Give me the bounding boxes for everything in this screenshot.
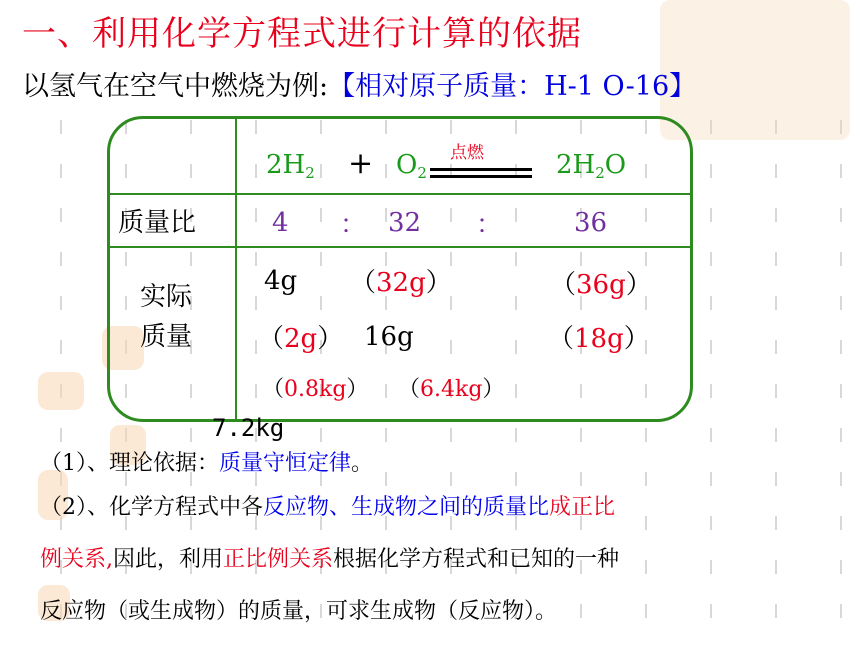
- ratio-h2: 4: [272, 208, 289, 238]
- equation-line-bottom: [430, 175, 532, 178]
- grid-dash: [385, 472, 387, 486]
- grid-dash: [840, 384, 842, 398]
- grid-dash: [840, 516, 842, 530]
- theory-basis: （1）、理论依据：质量守恒定律。: [40, 451, 374, 476]
- grid-dash: [775, 560, 777, 574]
- grid-dash: [775, 472, 777, 486]
- row1-h2-mass: 4g: [264, 266, 298, 296]
- row1-o2-mass: （32g）: [350, 268, 452, 298]
- grid-dash: [775, 604, 777, 618]
- grid-dash: [710, 296, 712, 310]
- grid-dash: [580, 472, 582, 486]
- grid-dash: [775, 164, 777, 178]
- intro-line: [22, 64, 696, 103]
- plus-sign: +: [348, 146, 374, 181]
- grid-dash: [775, 384, 777, 398]
- row2-o2-mass: 16g: [364, 322, 414, 352]
- grid-dash: [840, 208, 842, 222]
- grid-dash: [710, 428, 712, 442]
- grid-dash: [710, 208, 712, 222]
- grid-dash: [580, 604, 582, 618]
- grid-dash: [840, 252, 842, 266]
- row3-h2o-mass: 7.2kg: [212, 414, 285, 442]
- row3-h2-mass: （0.8kg）: [262, 377, 369, 402]
- grid-dash: [710, 340, 712, 354]
- actual-mass-label-1: 实际: [140, 282, 193, 312]
- grid-dash: [840, 428, 842, 442]
- grid-dash: [840, 560, 842, 574]
- grid-dash: [775, 208, 777, 222]
- grid-dash: [645, 472, 647, 486]
- grid-dash: [60, 164, 62, 178]
- grid-dash: [320, 428, 322, 442]
- grid-dash: [710, 164, 712, 178]
- grid-dash: [840, 340, 842, 354]
- grid-dash: [645, 428, 647, 442]
- intro-text: 以氢气在空气中燃烧为例:: [22, 71, 329, 102]
- grid-dash: [60, 120, 62, 134]
- atomic-mass-note: 【相对原子质量：H-1 O-16】: [328, 71, 697, 102]
- grid-dash: [60, 252, 62, 266]
- grid-dash: [775, 340, 777, 354]
- reactant-h2: $2H_2$: [266, 150, 315, 182]
- grid-dash: [710, 252, 712, 266]
- row2-h2o-mass: （18g）: [548, 324, 650, 354]
- page-title: 一、利用化学方程式进行计算的依据: [22, 14, 582, 54]
- grid-dash: [775, 252, 777, 266]
- grid-dash: [580, 428, 582, 442]
- ratio-separator: ：: [340, 210, 367, 240]
- grid-dash: [645, 516, 647, 530]
- grid-dash: [710, 384, 712, 398]
- grid-dash: [645, 604, 647, 618]
- grid-dash: [710, 604, 712, 618]
- decorative-seal-small: [38, 372, 84, 410]
- grid-dash: [775, 516, 777, 530]
- ratio-separator: ：: [476, 210, 503, 240]
- grid-dash: [60, 428, 62, 442]
- grid-dash: [710, 472, 712, 486]
- grid-dash: [775, 296, 777, 310]
- grid-dash: [710, 516, 712, 530]
- grid-dash: [515, 428, 517, 442]
- product-h2o: $2H_2O$: [556, 150, 627, 182]
- grid-dash: [645, 560, 647, 574]
- grid-dash: [385, 428, 387, 442]
- grid-dash: [190, 428, 192, 442]
- row3-o2-mass: （6.4kg）: [398, 377, 505, 402]
- actual-mass-label-2: 质量: [140, 322, 193, 352]
- table-divider-row2: [110, 246, 690, 248]
- grid-dash: [710, 560, 712, 574]
- grid-dash: [840, 604, 842, 618]
- mass-ratio-label: 质量比: [118, 208, 197, 238]
- explanation-line-3: 反应物（或生成物）的质量，可求生成物（反应物）。: [40, 599, 558, 624]
- ratio-h2o: 36: [574, 208, 608, 238]
- grid-dash: [60, 340, 62, 354]
- grid-dash: [450, 472, 452, 486]
- grid-dash: [60, 208, 62, 222]
- table-divider-vertical: [235, 118, 237, 420]
- table-divider-row1: [110, 193, 690, 195]
- reaction-condition: 点燃: [450, 143, 484, 163]
- grid-dash: [515, 472, 517, 486]
- grid-dash: [840, 296, 842, 310]
- explanation-line-2: 例关系,因此，利用正比例关系根据化学方程式和已知的一种: [40, 547, 620, 572]
- ratio-o2: 32: [388, 208, 422, 238]
- grid-dash: [775, 428, 777, 442]
- row1-h2o-mass: （36g）: [550, 270, 652, 300]
- row2-h2-mass: （2g）: [258, 324, 344, 354]
- equation-line-top: [430, 168, 532, 171]
- grid-dash: [840, 164, 842, 178]
- reactant-o2: $O_2$: [396, 150, 427, 182]
- grid-dash: [450, 428, 452, 442]
- grid-dash: [60, 296, 62, 310]
- grid-dash: [840, 472, 842, 486]
- explanation-line-1: （2）、化学方程式中各反应物、生成物之间的质量比成正比: [40, 495, 616, 520]
